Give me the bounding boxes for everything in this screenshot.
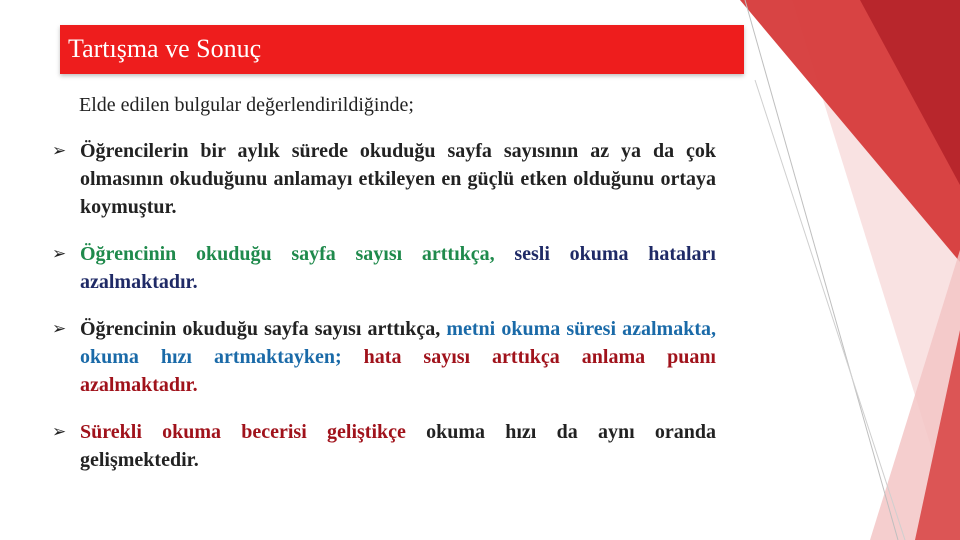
intro-text: Elde edilen bulgular değerlendirildiğinde; xyxy=(79,94,414,116)
list-item xyxy=(52,418,716,474)
list-item xyxy=(52,315,716,399)
text-segment: metni okuma süresi azalmakta, okuma hızı artmaktayken; xyxy=(80,318,716,368)
list-item-text xyxy=(80,418,716,474)
arrow-bullet-icon: ➢ xyxy=(52,141,67,161)
findings-list xyxy=(52,137,716,493)
list-item xyxy=(52,240,716,296)
arrow-bullet-icon: ➢ xyxy=(52,319,67,339)
title-bar xyxy=(60,25,744,74)
list-item xyxy=(52,137,716,221)
arrow-bullet-icon: ➢ xyxy=(52,422,67,442)
text-segment: Sürekli okuma becerisi geliştikçe xyxy=(80,421,427,443)
list-item-text xyxy=(80,240,716,296)
text-segment: Öğrencinin okuduğu sayfa sayısı arttıkça, xyxy=(80,318,447,340)
text-segment: Öğrencilerin bir aylık sürede okuduğu sayfa sayısının az ya da çok olmasının okuduğunu anlamayı etkileyen en güçlü etken olduğunu ortaya koymuştur. xyxy=(80,140,716,218)
text-segment: sesli okuma hataları azalmaktadır. xyxy=(80,243,716,293)
text-segment: okuma hızı da aynı oranda gelişmektedir. xyxy=(80,421,716,471)
arrow-bullet-icon: ➢ xyxy=(52,244,67,264)
text-segment: hata sayısı arttıkça anlama puanı azalmaktadır. xyxy=(80,346,716,396)
text-segment: Öğrencinin okuduğu sayfa sayısı arttıkça, xyxy=(80,243,515,265)
list-item-text xyxy=(80,315,716,399)
list-item-text xyxy=(80,137,716,221)
slide-title: Tartışma ve Sonuç xyxy=(68,34,262,63)
